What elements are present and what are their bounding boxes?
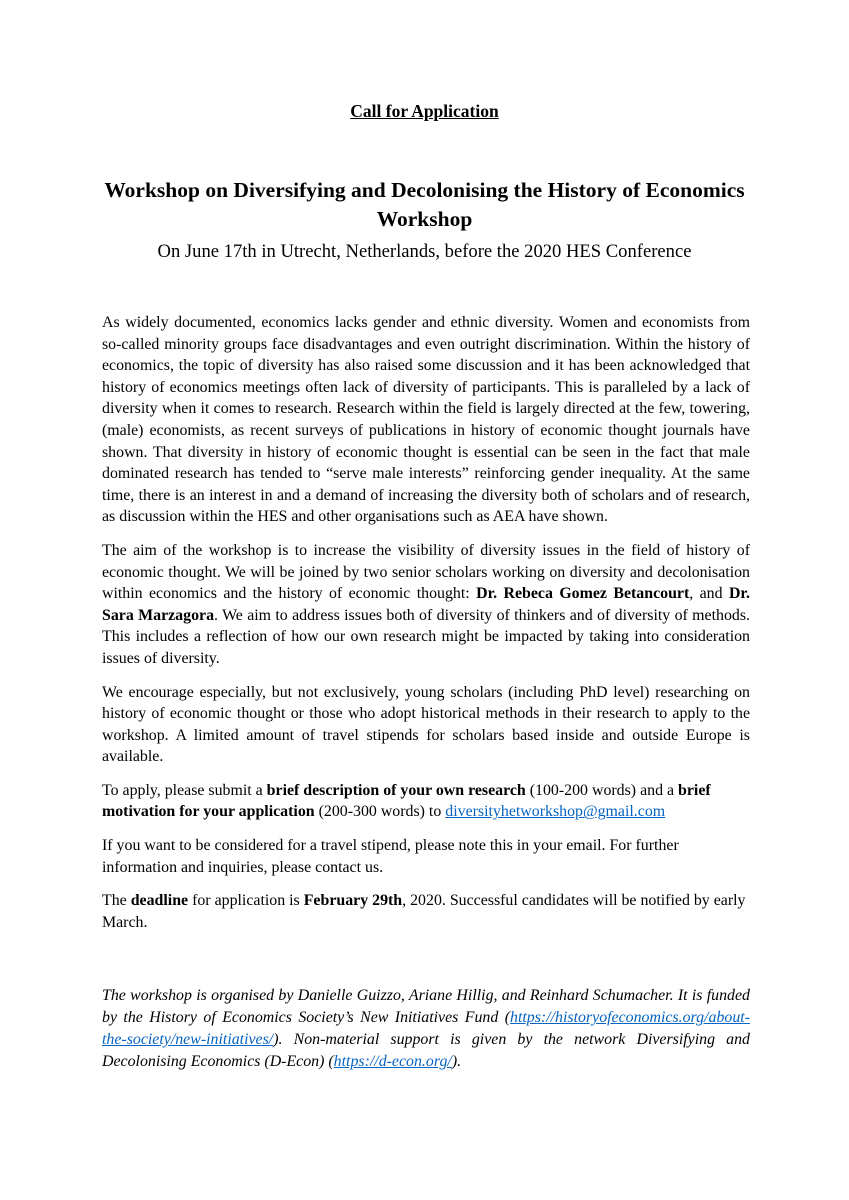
email-link[interactable]: diversityhetworkshop@gmail.com: [445, 803, 666, 821]
paragraph-aim: [102, 540, 750, 670]
paragraph-aim-text-2: , and: [689, 585, 729, 603]
paragraph-deadline-text-3: , 2020. Successful candidates will be notified by early March.: [102, 892, 746, 931]
call-for-application-heading: Call for Application: [350, 101, 499, 121]
workshop-subtitle: On June 17th in Utrecht, Netherlands, before the 2020 HES Conference: [157, 241, 692, 262]
footer-text-3: ).: [451, 1053, 462, 1070]
requirement-research-description: brief description of your own research: [266, 781, 526, 799]
d-econ-link[interactable]: https://d-econ.org/: [333, 1053, 452, 1070]
paragraph-apply-text-2: (100-200 words) and a: [525, 781, 679, 799]
deadline-label: deadline: [130, 892, 189, 910]
paragraph-deadline-text-2: for application is: [188, 892, 304, 910]
requirement-motivation: brief motivation for your application: [102, 781, 711, 821]
paragraph-apply-text-3: (200-300 words) to: [314, 803, 446, 821]
workshop-title: Workshop on Diversifying and Decolonising the History of Economics Workshop: [104, 178, 745, 231]
paragraph-aim-text-3: . We aim to address issues both of diversity of thinkers and of diversity of methods. This includes a reflection of how our own research might be impacted by taking into consideration issues of diversity.: [102, 606, 750, 667]
body-text: [102, 312, 750, 945]
paragraph-apply: [102, 780, 750, 823]
paragraph-deadline-text-1: The: [102, 892, 131, 910]
footer-text-1: The workshop is organised by Danielle Guizzo, Ariane Hillig, and Reinhard Schumacher. It is funded by the History of Economics Society’s New Initiatives Fund (: [102, 987, 750, 1026]
paragraph-intro: As widely documented, economics lacks gender and ethnic diversity. Women and economists from so-called minority groups face disadvantages and even outright discrimination. Within the history of economics, the topic of diversity has also raised some discussion and it has been acknowledged that history of economics meetings often lack of diversity of participants. This is paralleled by a lack of diversity when it comes to research. Research within the field is largely directed at the few, towering, (male) economists, as recent surveys of publications in history of economic thought journals have shown. That diversity in history of economic thought is essential can be seen in the fact that male dominated research has tended to “serve male interests” reinforcing gender inequality. At the same time, there is an interest in and a demand of increasing the diversity both of scholars and of research, as discussion within the HES and other organisations such as AEA have shown.: [102, 314, 750, 526]
footer-text-2: ). Non-material support is given by the network Diversifying and Decolonising Economics (D-Econ) (: [102, 1031, 750, 1070]
paragraph-encourage: We encourage especially, but not exclusively, young scholars (including PhD level) researching on history of economic thought or those who adopt historical methods in their research to apply to the workshop. A limited amount of travel stipends for scholars based inside and outside Europe is available.: [102, 683, 750, 766]
paragraph-stipend: If you want to be considered for a travel stipend, please note this in your email. For further information and inquiries, please contact us.: [102, 837, 679, 876]
organisers-footer: [102, 985, 750, 1073]
paragraph-aim-text-1: The aim of the workshop is to increase the visibility of diversity issues in the field of history of economic thought. We will be joined by two senior scholars working on diversity and decolonisation within economics and the history of economic thought:: [102, 541, 750, 603]
paragraph-deadline: [102, 890, 750, 933]
speaker-name-1: Dr. Rebeca Gomez Betancourt: [476, 585, 690, 603]
paragraph-apply-text-1: To apply, please submit a: [102, 781, 267, 799]
hes-initiatives-link[interactable]: https://historyofeconomics.org/about-the-society/new-initiatives/: [102, 1009, 750, 1048]
speaker-name-2: Dr. Sara Marzagora: [102, 585, 750, 624]
deadline-date: February 29th: [303, 892, 403, 910]
